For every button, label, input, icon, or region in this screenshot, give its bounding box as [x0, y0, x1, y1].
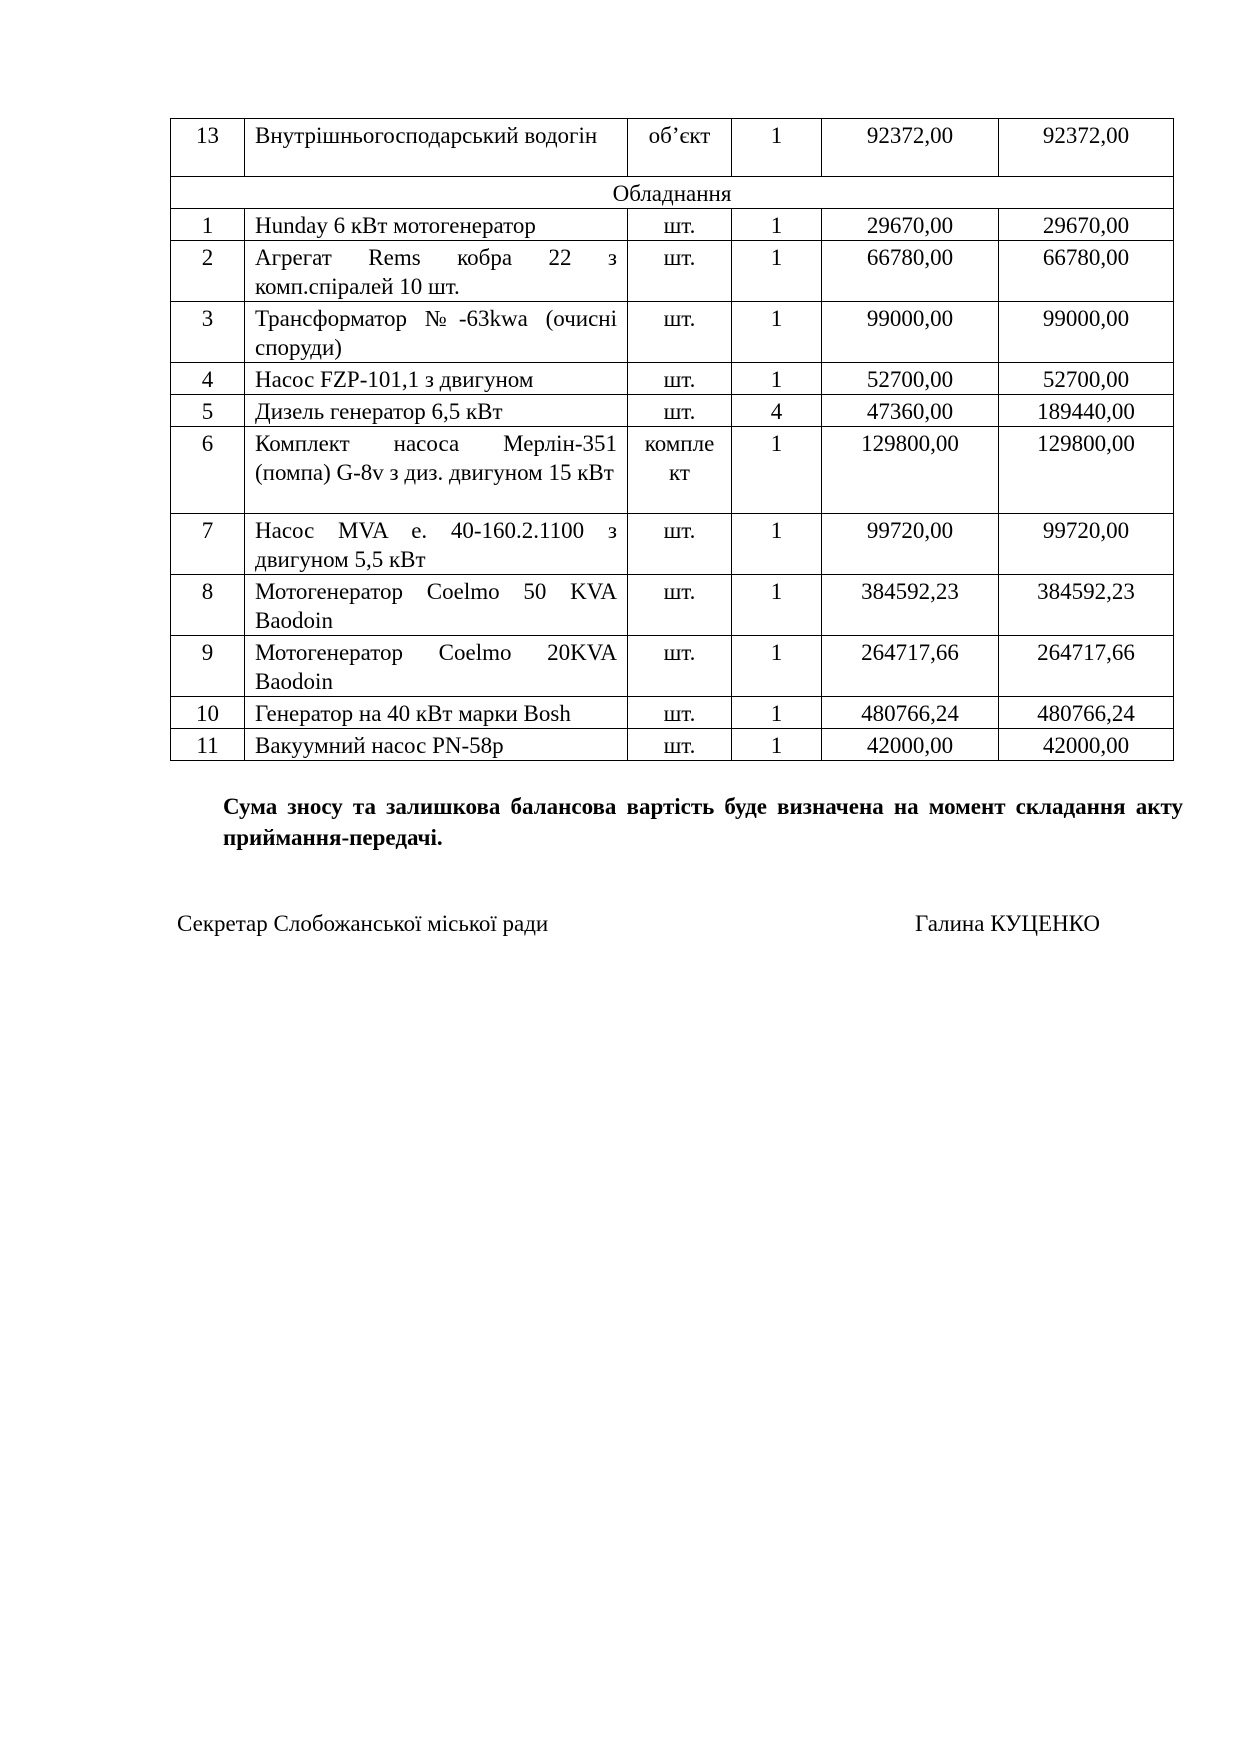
row-number: 11 [171, 729, 245, 761]
table-row [171, 363, 1174, 395]
table-row [171, 636, 1174, 697]
row-number: 6 [171, 427, 245, 514]
item-unit: шт. [628, 241, 732, 302]
note-paragraph: Сума зносу та залишкова балансова вартість буде визначена на момент складання акту приймання-передачі. [223, 794, 1183, 850]
item-unit: шт. [628, 697, 732, 729]
table-row [171, 395, 1174, 427]
item-price: 66780,00 [822, 241, 999, 302]
item-quantity: 1 [732, 302, 822, 363]
item-quantity: 1 [732, 636, 822, 697]
signatory-name: Галина КУЦЕНКО [915, 911, 1100, 936]
item-unit: компле кт [628, 427, 732, 514]
item-total: 129800,00 [999, 427, 1174, 514]
item-name: Генератор на 40 кВт марки Bosh [245, 697, 628, 729]
item-quantity: 4 [732, 395, 822, 427]
item-name: Трансформатор №-63kwa (очисні споруди) [245, 302, 628, 363]
item-price: 480766,24 [822, 697, 999, 729]
item-total: 29670,00 [999, 209, 1174, 241]
table-row [171, 575, 1174, 636]
table-row [171, 209, 1174, 241]
item-unit: шт. [628, 302, 732, 363]
row-number: 1 [171, 209, 245, 241]
item-quantity: 1 [732, 575, 822, 636]
row-number: 8 [171, 575, 245, 636]
item-unit: шт. [628, 363, 732, 395]
item-price: 92372,00 [822, 119, 999, 177]
item-price: 42000,00 [822, 729, 999, 761]
item-quantity: 1 [732, 241, 822, 302]
item-price: 47360,00 [822, 395, 999, 427]
table-row [171, 241, 1174, 302]
item-price: 99720,00 [822, 514, 999, 575]
item-unit: шт. [628, 514, 732, 575]
item-total: 99000,00 [999, 302, 1174, 363]
item-total: 480766,24 [999, 697, 1174, 729]
item-quantity: 1 [732, 363, 822, 395]
signatory-position: Секретар Слобожанської міської ради [177, 911, 549, 936]
item-name: Мотогенератор Coelmo 20KVA Baodoin [245, 636, 628, 697]
item-unit: шт. [628, 575, 732, 636]
item-name: Комплект насоса Мерлін-351 (помпа) G-8v з диз. двигуном 15 кВт [245, 427, 628, 514]
row-number: 10 [171, 697, 245, 729]
row-number: 4 [171, 363, 245, 395]
item-price: 52700,00 [822, 363, 999, 395]
item-total: 384592,23 [999, 575, 1174, 636]
row-number: 2 [171, 241, 245, 302]
row-number: 9 [171, 636, 245, 697]
row-number: 5 [171, 395, 245, 427]
item-total: 264717,66 [999, 636, 1174, 697]
item-price: 384592,23 [822, 575, 999, 636]
item-name: Насос MVA е. 40-160.2.1100 з двигуном 5,5 кВт [245, 514, 628, 575]
assets-table [170, 118, 1174, 761]
item-total: 66780,00 [999, 241, 1174, 302]
item-name: Вакуумний насос PN-58p [245, 729, 628, 761]
item-price: 99000,00 [822, 302, 999, 363]
row-number: 7 [171, 514, 245, 575]
item-total: 92372,00 [999, 119, 1174, 177]
item-name: Агрегат Rems кобра 22 з комп.спіралей 10 шт. [245, 241, 628, 302]
item-total: 52700,00 [999, 363, 1174, 395]
item-quantity: 1 [732, 697, 822, 729]
item-unit: шт. [628, 395, 732, 427]
table-row [171, 697, 1174, 729]
row-number: 3 [171, 302, 245, 363]
item-quantity: 1 [732, 209, 822, 241]
item-price: 29670,00 [822, 209, 999, 241]
item-price: 129800,00 [822, 427, 999, 514]
item-quantity: 1 [732, 729, 822, 761]
row-number: 13 [171, 119, 245, 177]
item-quantity: 1 [732, 514, 822, 575]
item-total: 42000,00 [999, 729, 1174, 761]
item-quantity: 1 [732, 119, 822, 177]
item-total: 99720,00 [999, 514, 1174, 575]
table-row [171, 302, 1174, 363]
section-row [171, 177, 1174, 209]
item-name: Внутрішньогосподарський водогін [245, 119, 628, 177]
item-name: Насос FZP-101,1 з двигуном [245, 363, 628, 395]
item-unit: об’єкт [628, 119, 732, 177]
item-name: Hunday 6 кВт мотогенератор [245, 209, 628, 241]
item-price: 264717,66 [822, 636, 999, 697]
table-row [171, 119, 1174, 177]
item-unit: шт. [628, 636, 732, 697]
item-name: Мотогенератор Coelmo 50 KVA Baodoin [245, 575, 628, 636]
item-name: Дизель генератор 6,5 кВт [245, 395, 628, 427]
item-quantity: 1 [732, 427, 822, 514]
item-unit: шт. [628, 209, 732, 241]
table-row [171, 729, 1174, 761]
item-unit: шт. [628, 729, 732, 761]
table-row [171, 427, 1174, 514]
item-total: 189440,00 [999, 395, 1174, 427]
table-row [171, 514, 1174, 575]
section-title: Обладнання [171, 177, 1174, 209]
